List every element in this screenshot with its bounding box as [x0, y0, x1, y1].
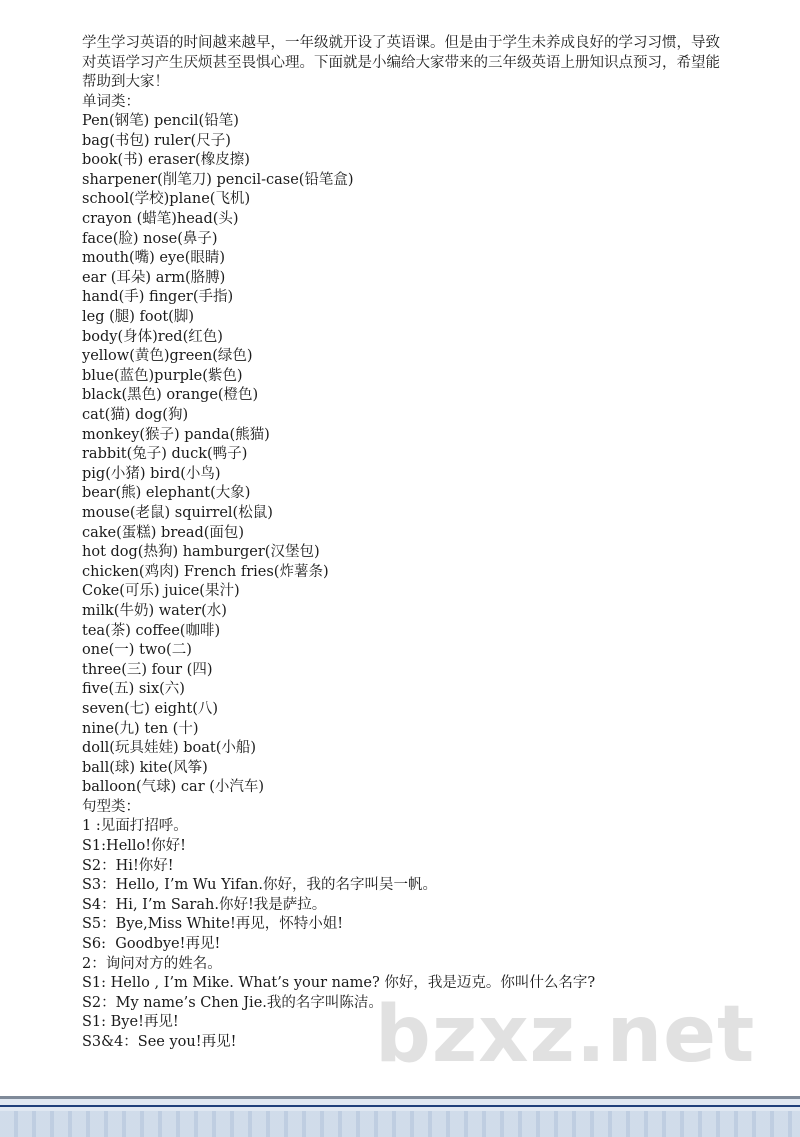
sentence-line: S3：Hello, I’m Wu Yifan.你好，我的名字叫吴一帆。 [82, 877, 437, 894]
vocab-line: sharpener(削笔刀) pencil-case(铅笔盒) [82, 171, 354, 188]
vocab-line: crayon (蜡笔)head(头) [82, 211, 239, 228]
sentence-line: S2：My name’s Chen Jie.我的名字叫陈洁。 [82, 994, 383, 1011]
vocab-line: monkey(猴子) panda(熊猫) [82, 426, 270, 443]
intro-paragraph: 学生学习英语的时间越来越早，一年级就开设了英语课。但是由于学生未养成良好的学习习惯，导致对英语学习产生厌烦甚至畏惧心理。下面就是小编给大家带来的三年级英语上册知识点预习，希望能帮助到大家！ [82, 35, 720, 90]
vocab-line: Pen(钢笔) pencil(铅笔) [82, 113, 239, 130]
vocab-line: rabbit(兔子) duck(鸭子) [82, 446, 248, 463]
sentence-line: S6: Goodbye!再见! [82, 936, 221, 953]
document-content [82, 34, 722, 1053]
vocab-line: Coke(可乐) juice(果汁) [82, 583, 240, 600]
sentence-line: S3&4：See you!再见! [82, 1034, 237, 1050]
vocab-line: face(脸) nose(鼻子) [82, 230, 218, 247]
vocab-line: pig(小猪) bird(小鸟) [82, 465, 221, 482]
vocab-line: yellow(黄色)green(绿色) [82, 348, 253, 365]
vocab-line: hand(手) finger(手指) [82, 289, 234, 306]
sentence-line: S1: Hello , I’m Mike. What’s your name? 你好，我是迈克。你叫什么名字? [82, 975, 596, 992]
sentence-line: S4：Hi, I’m Sarah.你好!我是萨拉。 [82, 896, 327, 913]
vocab-line: seven(七) eight(八) [82, 700, 219, 717]
sentence-line: S2：Hi!你好! [82, 857, 174, 874]
sentence-line: S1: Bye!再见! [82, 1014, 179, 1031]
watermark-logo: bzxz.net [375, 990, 756, 1080]
vocab-heading: 单词类： [82, 93, 140, 110]
vocab-line: school(学校)plane(飞机) [82, 191, 251, 208]
vocab-line: five(五) six(六) [82, 681, 185, 698]
vocab-line: mouse(老鼠) squirrel(松鼠) [82, 504, 273, 521]
vocab-line: leg (腿) foot(脚) [82, 309, 194, 326]
sentence-heading: 句型类： [82, 798, 140, 815]
footer-stripe [0, 1105, 800, 1107]
sentence-line: 2：询问对方的姓名。 [82, 955, 222, 972]
vocab-line: three(三) four (四) [82, 661, 213, 678]
vocab-line: doll(玩具娃娃) boat(小船) [82, 740, 257, 757]
vocab-line: bag(书包) ruler(尺子) [82, 132, 231, 149]
footer-pattern [0, 1111, 800, 1137]
vocab-line: one(一) two(二) [82, 642, 192, 659]
vocab-line: milk(牛奶) water(水) [82, 602, 227, 619]
vocab-line: chicken(鸡肉) French fries(炸薯条) [82, 563, 329, 580]
vocab-line: ear (耳朵) arm(胳膊) [82, 269, 226, 286]
vocab-list [82, 112, 722, 798]
vocab-line: black(黑色) orange(橙色) [82, 387, 259, 404]
vocab-line: mouth(嘴) eye(眼睛) [82, 250, 226, 267]
sentence-line: S5：Bye,Miss White!再见，怀特小姐! [82, 916, 344, 933]
vocab-line: nine(九) ten (十) [82, 720, 199, 737]
vocab-line: ball(球) kite(风筝) [82, 759, 208, 776]
vocab-line: blue(蓝色)purple(紫色) [82, 367, 243, 384]
vocab-line: body(身体)red(红色) [82, 328, 223, 345]
sentence-line: S1:Hello!你好! [82, 838, 186, 855]
footer-band [0, 1096, 800, 1137]
vocab-line: cat(猫) dog(狗) [82, 407, 189, 423]
vocab-line: hot dog(热狗) hamburger(汉堡包) [82, 544, 320, 561]
vocab-line: bear(熊) elephant(大象) [82, 485, 251, 502]
sentence-line: 1 :见面打招呼。 [82, 818, 188, 835]
vocab-line: cake(蛋糕) bread(面包) [82, 524, 245, 541]
vocab-line: balloon(气球) car (小汽车) [82, 779, 265, 796]
vocab-line: tea(茶) coffee(咖啡) [82, 622, 221, 639]
vocab-line: book(书) eraser(橡皮擦) [82, 152, 250, 169]
